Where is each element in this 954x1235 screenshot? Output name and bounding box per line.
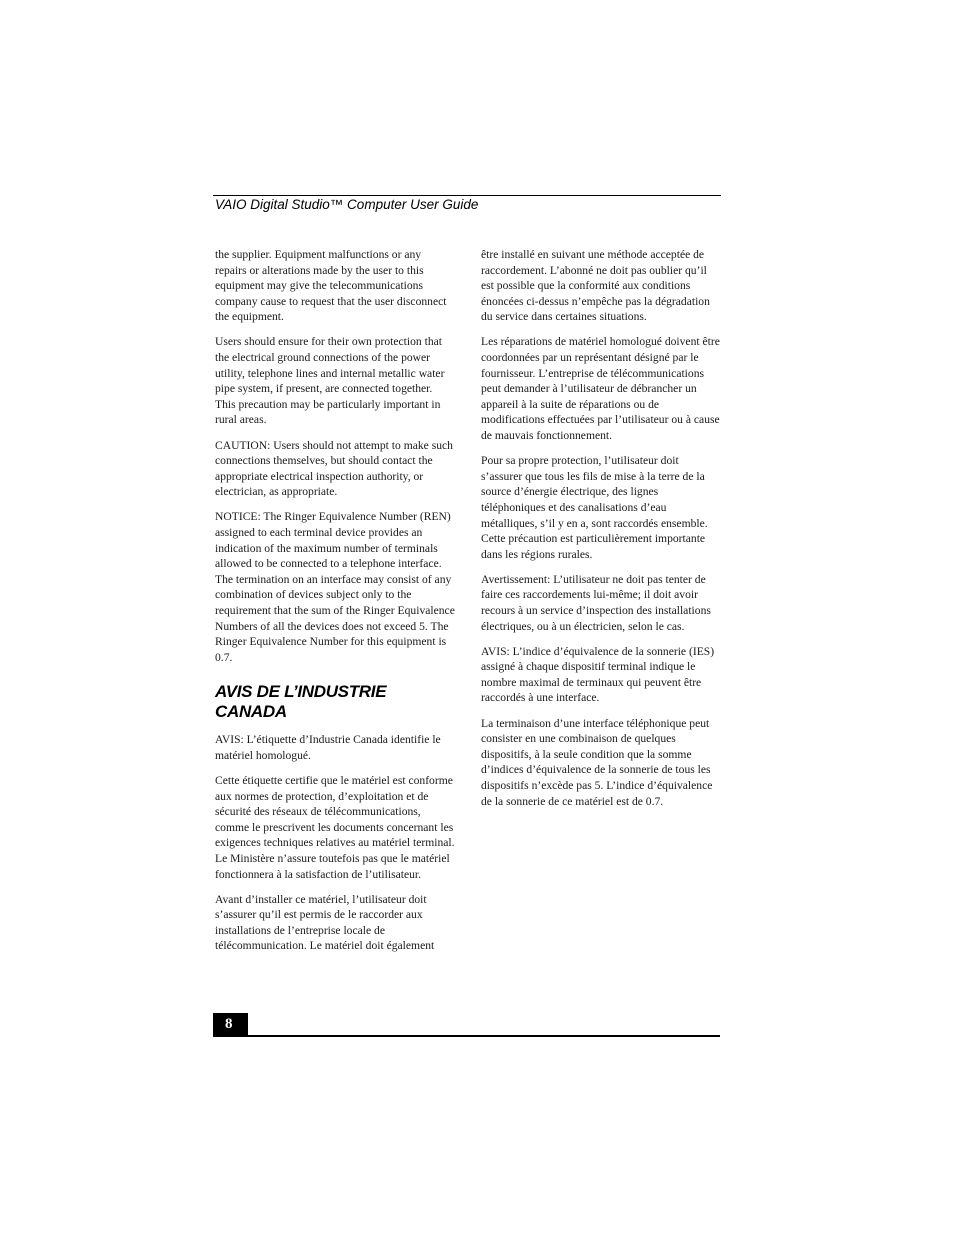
page-number: 8	[213, 1013, 248, 1036]
body-paragraph: AVIS: L’indice d’équivalence de la sonnerie (IES) assigné à chaque dispositif terminal indique le nombre maximal de terminaux qui peuvent être raccordés à une interface.	[481, 644, 715, 705]
section-heading-line: AVIS DE L’INDUSTRIE	[215, 682, 387, 702]
left-column	[215, 247, 455, 964]
body-paragraph: CAUTION: Users should not attempt to make such connections themselves, but should contact the appropriate electrical inspection authority, or electrician, as appropriate.	[215, 438, 453, 499]
body-paragraph: Avertissement: L’utilisateur ne doit pas tenter de faire ces raccordements lui-même; il doit avoir recours à un service d’inspection des installations électriques, ou à un électricien, selon le cas.	[481, 572, 711, 633]
header-rule	[213, 195, 721, 196]
body-paragraph: Users should ensure for their own protection that the electrical ground connections of the power utility, telephone lines and internal metallic water pipe system, if present, are connected together. This precaution may be particularly important in rural areas.	[215, 335, 445, 427]
body-paragraph: Pour sa propre protection, l’utilisateur doit s’assurer que tous les fils de mise à la terre de la source d’énergie électrique, des lignes téléphoniques et des canalisations d’eau métalliques, s’il y en a, sont raccordés ensemble. Cette précaution est particulièrement importante dans les régions rurales.	[481, 454, 708, 561]
body-paragraph: Avant d’installer ce matériel, l’utilisateur doit s’assurer qu’il est permis de le raccorder aux installations de l’entreprise locale de télécommunication. Le matériel doit également	[215, 892, 435, 953]
body-paragraph: La terminaison d’une interface téléphonique peut consister en une combinaison de quelques dispositifs, à la seule condition que la somme d’indices d’équivalence de la sonnerie de tous les dispositifs n’excède pas 5. L’indice d’équivalence de la sonnerie de ce matériel est de 0.7.	[481, 716, 713, 808]
body-paragraph: être installé en suivant une méthode acceptée de raccordement. L’abonné ne doit pas oublier qu’il est possible que la conformité aux conditions énoncées ci-dessus n’empêche pas la dégradation du service dans certaines situations.	[481, 248, 710, 324]
right-column	[481, 247, 721, 819]
footer-rule	[213, 1035, 720, 1037]
running-header-title: VAIO Digital Studio™ Computer User Guide	[215, 197, 479, 212]
section-heading	[215, 682, 455, 722]
body-paragraph: AVIS: L’étiquette d’Industrie Canada identifie le matériel homologué.	[215, 733, 441, 762]
body-paragraph: Les réparations de matériel homologué doivent être coordonnées par un représentant désigné par le fournisseur. L’entreprise de télécommunications peut demander à l’utilisateur de débrancher un appareil à la suite de réparations ou de modifications effectuées par l’utilisateur ou à cause de mauvais fonctionnement.	[481, 335, 720, 443]
section-heading-line: CANADA	[215, 702, 287, 722]
body-paragraph: Cette étiquette certifie que le matériel est conforme aux normes de protection, d’exploitation et de sécurité des réseaux de télécommunications, comme le prescrivent les documents concernant les exigences techniques relatives au matériel terminal. Le Ministère n’assure toutefois pas que le matériel fonctionnera à la satisfaction de l’utilisateur.	[215, 774, 455, 881]
body-paragraph: NOTICE: The Ringer Equivalence Number (REN) assigned to each terminal device provides an indication of the maximum number of terminals allowed to be connected to a telephone interface. The termination on an interface may consist of any combination of devices subject only to the requirement that the sum of the Ringer Equivalence Numbers of all the devices does not exceed 5. The Ringer Equivalence Number for this equipment is 0.7.	[215, 510, 455, 664]
body-paragraph: the supplier. Equipment malfunctions or any repairs or alterations made by the user to this equipment may give the telecommunications company cause to request that the user disconnect the equipment.	[215, 248, 447, 324]
